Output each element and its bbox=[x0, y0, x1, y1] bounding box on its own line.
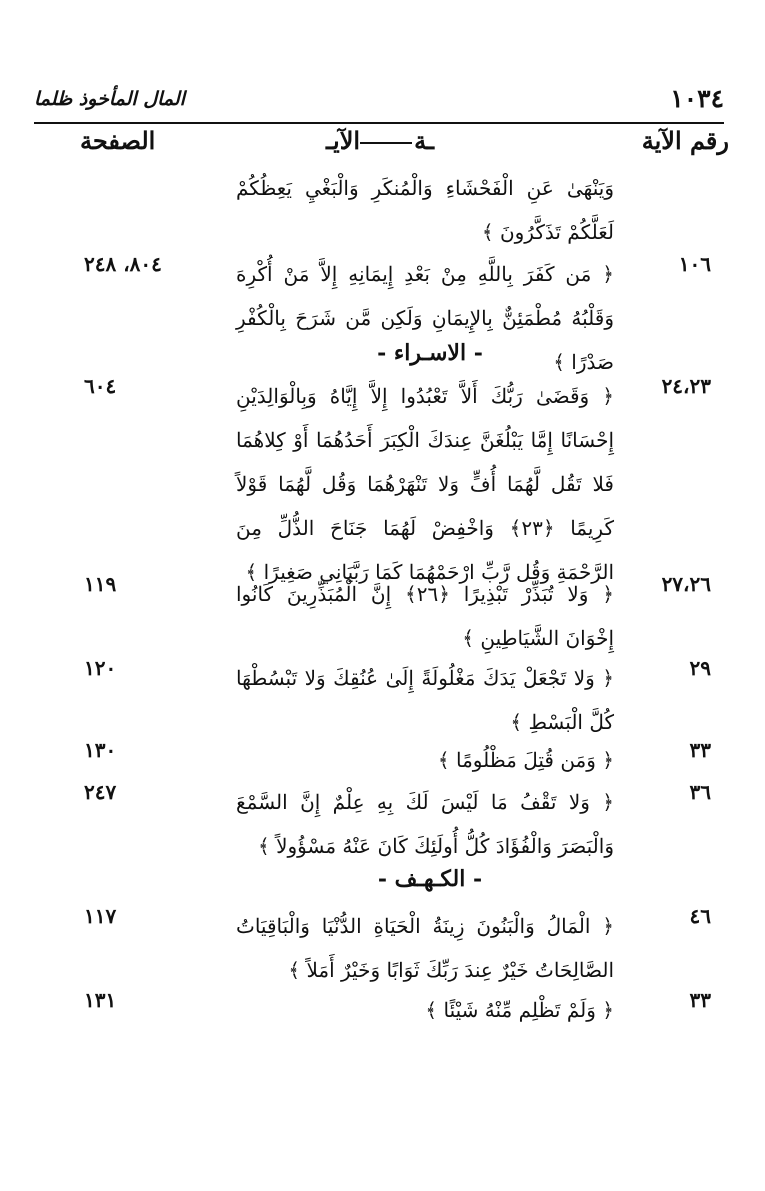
page-number: ١٠٣٤ bbox=[670, 84, 724, 113]
surah-heading: - الاسـراء - bbox=[377, 340, 483, 366]
column-header-verse-start: الآيـ bbox=[326, 126, 361, 155]
verse-text: ﴿ وَلا تُبَذِّرْ تَبْذِيرًا ﴿٢٦﴾ إِنَّ الْمُبَذِّرِينَ كَانُوا إِخْوَانَ الشَّيَاطِينِ ﴾ bbox=[236, 582, 614, 650]
page-reference: ١٢٠ bbox=[84, 656, 117, 680]
verse-number: ٢٤،٢٣ bbox=[661, 374, 711, 398]
page-reference: ١١٩ bbox=[84, 572, 117, 596]
verse-number: ٣٣ bbox=[689, 988, 711, 1012]
header-rule bbox=[34, 122, 724, 124]
verse-text: ﴿ الْمَالُ وَالْبَنُونَ زِينَةُ الْحَيَاةِ الدُّنْيَا وَالْبَاقِيَاتُ الصَّالِحَاتُ خَيْرٌ عِندَ رَبِّكَ ثَوَابًا وَخَيْرٌ أَمَلاً ﴾ bbox=[236, 914, 614, 982]
verse-number: ١٠٦ bbox=[678, 252, 711, 276]
column-header-verse-number: رقم الآية bbox=[641, 126, 729, 155]
verse-number: ٢٩ bbox=[689, 656, 711, 680]
kashida-line bbox=[360, 142, 412, 144]
book-title: المال المأخوذ ظلما bbox=[34, 88, 185, 110]
verse-number: ٤٦ bbox=[689, 904, 711, 928]
verse-text: ﴿ مَن كَفَرَ بِاللَّهِ مِنْ بَعْدِ إِيمَانِهِ إِلاَّ مَنْ أُكْرِهَ وَقَلْبُهُ مُطْمَئِنٌّ بِالإِيمَانِ وَلَكِن مَّن شَرَحَ بِالْكُفْرِ صَدْرًا ﴾ bbox=[236, 262, 614, 374]
verse-text: ﴿ وَلا تَقْفُ مَا لَيْسَ لَكَ بِهِ عِلْمٌ إِنَّ السَّمْعَ وَالْبَصَرَ وَالْفُؤَادَ كُلُّ أُولَئِكَ كَانَ عَنْهُ مَسْؤُولاً ﴾ bbox=[236, 790, 614, 858]
page-reference: ١٣٠ bbox=[84, 738, 117, 762]
running-head bbox=[34, 84, 724, 114]
page-reference: ٦٠٤ bbox=[84, 374, 117, 398]
page-reference: ١٣١ bbox=[84, 988, 117, 1012]
column-header-verse bbox=[326, 126, 434, 155]
verse-text: ﴿ وَلَمْ تَظْلِم مِّنْهُ شَيْئًا ﴾ bbox=[425, 998, 614, 1022]
verse-number: ٣٣ bbox=[689, 738, 711, 762]
verse-text: ﴿ وَمَن قُتِلَ مَظْلُومًا ﴾ bbox=[437, 748, 614, 772]
verse-text: ﴿ وَلا تَجْعَلْ يَدَكَ مَغْلُولَةً إِلَىٰ عُنُقِكَ وَلا تَبْسُطْهَا كُلَّ الْبَسْطِ ﴾ bbox=[236, 666, 614, 734]
page-reference: ٢٤٧ bbox=[84, 780, 117, 804]
verse-number: ٢٧،٢٦ bbox=[661, 572, 711, 596]
surah-heading: - الكـهـف - bbox=[377, 866, 483, 892]
page-reference: ٨٠٤، ٢٤٨ bbox=[84, 252, 162, 276]
verse-number: ٣٦ bbox=[689, 780, 711, 804]
verse-text: وَيَنْهَىٰ عَنِ الْفَحْشَاءِ وَالْمُنكَرِ وَالْبَغْيِ يَعِظُكُمْ لَعَلَّكُمْ تَذَكَّرُونَ ﴾ bbox=[236, 176, 614, 244]
verse-text: ﴿ وَقَضَىٰ رَبُّكَ أَلاَّ تَعْبُدُوا إِلاَّ إِيَّاهُ وَبِالْوَالِدَيْنِ إِحْسَانًا إِمَّا يَبْلُغَنَّ عِندَكَ الْكِبَرَ أَحَدُهُمَا أَوْ كِلاهُمَا فَلا تَقُل لَّهُمَا أُفٍّ وَلا تَنْهَرْهُمَا وَقُل لَّهُمَا قَوْلاً كَرِيمًا ﴿٢٣﴾ وَاخْفِضْ لَهُمَا جَنَاحَ الذُّلِّ مِنَ الرَّحْمَةِ وَقُل رَّبِّ ارْحَمْهُمَا كَمَا رَبَّيَانِي صَغِيرًا ﴾ bbox=[236, 384, 614, 584]
column-header-page: الصفحة bbox=[80, 126, 156, 155]
page-reference: ١١٧ bbox=[84, 904, 117, 928]
column-header-verse-end: ـة bbox=[414, 126, 434, 155]
